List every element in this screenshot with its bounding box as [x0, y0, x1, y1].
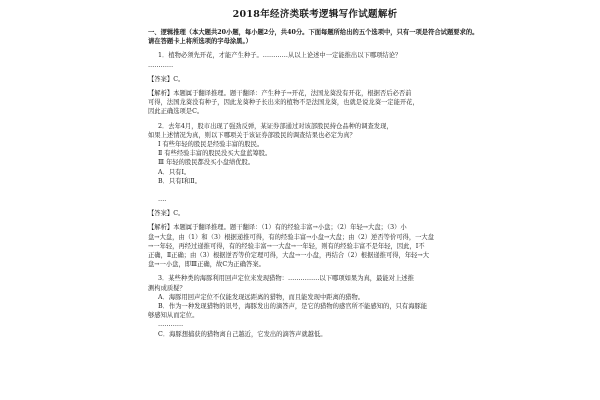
q2-option: A．只有Ⅰ。	[158, 168, 191, 176]
q2-stem-line: 2．去年4月，股市出现了强劲反弹，某证券部通过对该部股民持仓品种的调查发现，	[158, 122, 393, 130]
q1-dots: …………	[148, 61, 174, 69]
q2-dots: ….	[158, 196, 167, 204]
q2-option: B．只有Ⅰ和Ⅱ。	[158, 177, 201, 185]
q1-stem: 1．植物必须先开花，才能产生种子。…………从以上论述中一定能推出以下哪项结论？	[158, 52, 402, 60]
q1-analysis-line: 可得，法国龙葵没有种子，因此龙葵种子长出来的植物不是法国龙葵，也就是说龙葵一定能开花，	[148, 99, 419, 107]
q2-option: Ⅲ 年轻的股民都没买小盘绩优股。	[158, 159, 255, 167]
q3-dots: …………	[158, 321, 184, 329]
page-title: 2018年经济类联考逻辑写作试题解析	[232, 9, 398, 20]
q1-analysis-line: 【解析】本题属于翻译推理。题干翻译：产生种子→开花，法国龙葵没有开花，根据否后必否前	[148, 90, 412, 98]
q1-analysis-line: 因此正确选项是C。	[148, 108, 204, 116]
q3-stem-line: 测构成质疑？	[148, 284, 186, 292]
q2-analysis-line: 【解析】本题属于翻译推理。题干翻译：（1）有的经验丰富→小盘；（2）年轻→大盘；（3）小	[148, 224, 407, 232]
q2-option: Ⅱ 有些经验丰富的股民没买大盘蓝筹股。	[158, 150, 272, 158]
q2-option: Ⅰ 有些年轻的股民是经验丰富的股民。	[158, 141, 264, 149]
section-heading: 一、逻辑推理（本大题共20小题，每小题2分，共40分。下面每题所给出的五个选项中，只有一项是符合试题要求的。请在答题卡上将所选项的字母涂黑。）	[148, 29, 479, 46]
q2-analysis-line: →一年轻，再经过递推可得，有的经验丰富→一大盘→一年轻，则有的经验丰富不是年轻，因此，Ⅰ不	[148, 242, 425, 250]
q3-option: 够感知从而定位。	[148, 312, 199, 320]
q3-stem-line: 3．某些种类的海豚利用回声定位来发现猎物：……………以下哪项如果为真，最能对上述推	[158, 275, 414, 283]
q2-analysis-line: 盘→一小盘，即Ⅲ正确，故C为正确答案。	[148, 261, 265, 269]
q2-answer: 【答案】C。	[148, 210, 185, 218]
q2-stem-line: 如果上述情况为真，则以下哪项关于该证券部股民的调查结果也必定为真？	[148, 131, 356, 139]
q1-answer: 【答案】C。	[148, 75, 185, 83]
q3-option: A．海豚用回声定位不仅能发现远距离的猎物，而且能发现中距离的猎物。	[158, 293, 365, 301]
q3-option-c: C．海豚想捕获的猎物离自己越近，它发出的滴答声就越低。	[158, 330, 327, 338]
q3-option: B．作为一种发现猎物的讯号，海豚发出的滴答声，是它的猎物的感官所不能感知的，只有海豚能	[158, 303, 428, 311]
q2-analysis-line: 正确，Ⅱ正确；由（3）根据逆否等价定理可得，大盘→一小盘，再结合（2）根据递推可得，年轻→大	[148, 252, 430, 260]
q2-analysis-line: 盘→大盘，由（1）和（3）根据递推可得，有的经验丰富→小盘→大盘；由（2）逆否等价可得，一大盘	[148, 233, 435, 241]
